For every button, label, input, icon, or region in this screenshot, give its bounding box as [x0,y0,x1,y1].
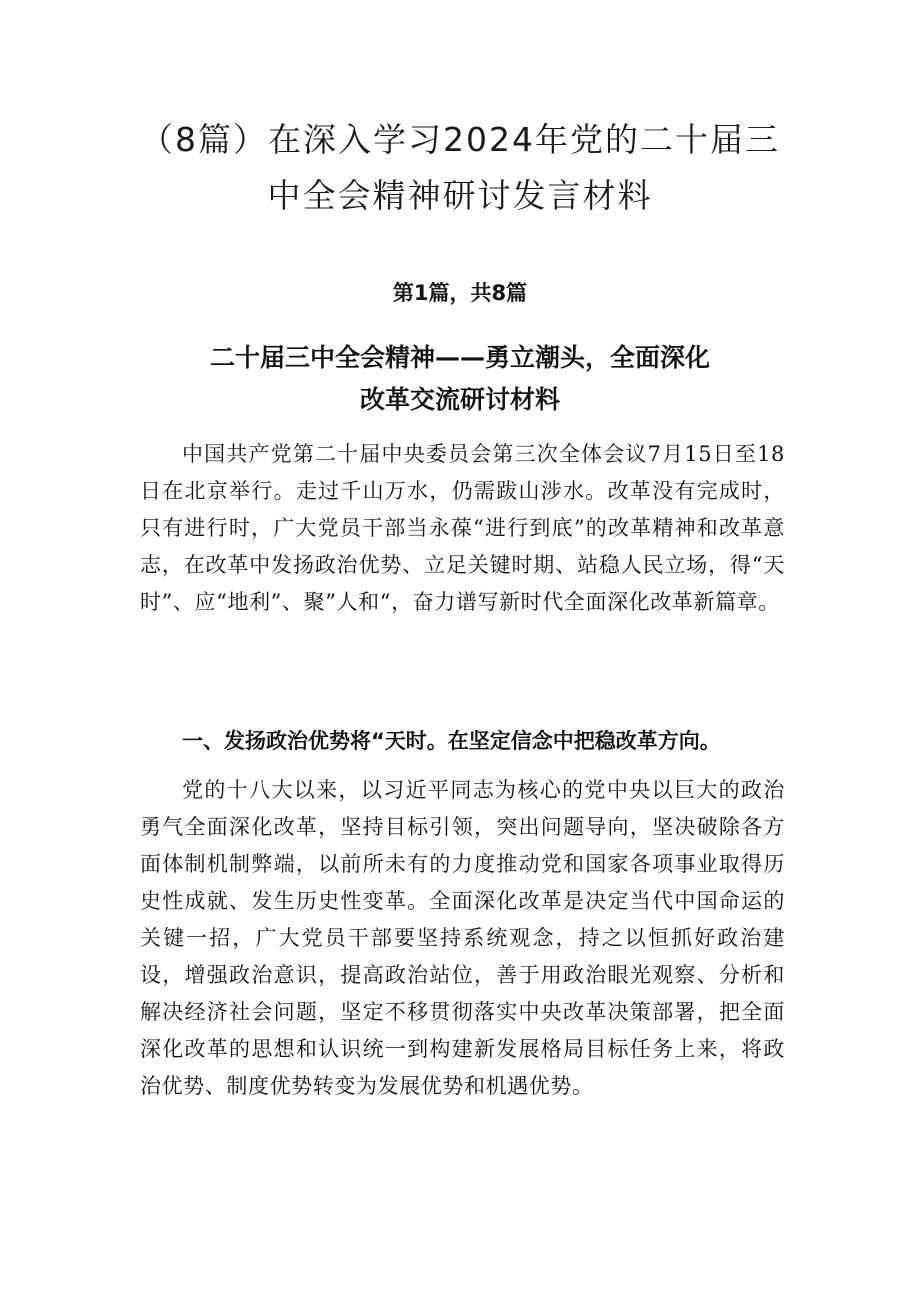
document-title-line-1: （8篇）在深入学习2024年党的二十届三 [140,120,780,159]
article-title [150,337,770,421]
article-title-line-2: 改革交流研讨材料 [359,385,560,414]
article-title-line-1: 二十届三中全会精神——勇立潮头，全面深化 [209,343,710,372]
document-title-line-2: 中全会精神研讨发言材料 [267,176,653,215]
body-paragraph-1: 中国共产党第二十届中央委员会第三次全体会议7月15日至18日在北京举行。走过千山万水，仍需跋山涉水。改革没有完成时，只有进行时，广大党员干部当永葆“进行到底”的改革精神和改革意志，在改革中发扬政治优势、立足关键时期、站稳人民立场，得“天时”、应“地利”、聚”人和“，奋力谱写新时代全面深化改革新篇章。 [140,442,785,614]
document-title [110,112,810,224]
part-counter: 第1篇，共8篇 [392,281,528,305]
body-paragraph-2: 党的十八大以来，以习近平同志为核心的党中央以巨大的政治勇气全面深化改革，坚持目标引领，突出问题导向，坚决破除各方面体制机制弊端，以前所未有的力度推动党和国家各项事业取得历史性成就、发生历史性变革。全面深化改革是决定当代中国命运的关键一招，广大党员干部要坚持系统观念，持之以恒抓好政治建设，增强政治意识，提高政治站位，善于用政治眼光观察、分析和解决经济社会问题，坚定不移贯彻落实中央改革决策部署，把全面深化改革的思想和认识统一到构建新发展格局目标任务上来，将政治优势、制度优势转变为发展优势和机遇优势。 [140,778,785,1098]
section-heading-1: 一、发扬政治优势将“天时。在坚定信念中把稳改革方向。 [182,729,721,753]
